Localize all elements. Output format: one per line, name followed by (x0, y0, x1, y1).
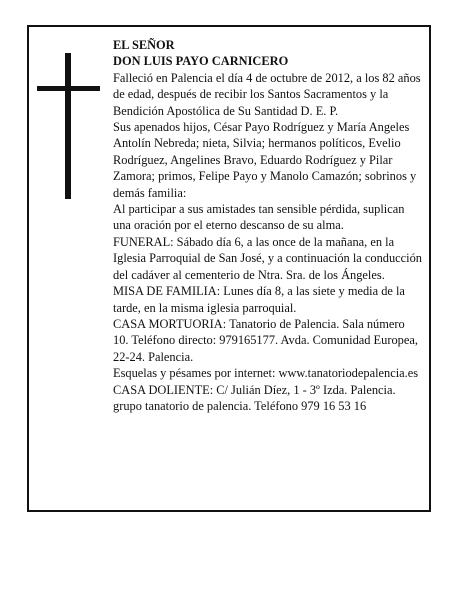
funeral-group-phone: grupo tanatorio de palencia. Teléfono 979 16 53 16 (113, 398, 367, 413)
prayer-request: Al participar a sus amistades tan sensible pérdida, suplican una oración por el eterno descanso de su alma. (113, 202, 405, 233)
death-announcement: Falleció en Palencia el día 4 de octubre de 2012, a los 82 años de edad, después de recibir los Santos Sacramentos y la Bendición Apostólica de Su Santidad D. E. P. (113, 70, 421, 118)
obituary-text (113, 37, 423, 414)
funeral-info: FUNERAL: Sábado día 6, a las once de la mañana, en la Iglesia Parroquial de San José, y a continuación la conducción del cadáver al cementerio de Ntra. Sra. de los Ángeles. (113, 234, 422, 282)
family-home-address: CASA DOLIENTE: C/ Julián Díez, 1 - 3º Izda. Palencia. (113, 382, 396, 397)
internet-condolences: Esquelas y pésames por internet: www.tanatoriodepalencia.es (113, 366, 419, 381)
family-list: Sus apenados hijos, César Payo Rodríguez y María Angeles Antolín Nebreda; nieta, Silvia; hermanos políticos, Evelio Rodríguez, Angelines Bravo, Eduardo Rodríguez y Pilar Zamora; primos, Felipe Payo y Manolo Camazón; sobrinos y demás familia: (113, 120, 417, 200)
deceased-name: DON LUIS PAYO CARNICERO (113, 54, 289, 69)
cross-icon (65, 53, 71, 199)
family-mass-info: MISA DE FAMILIA: Lunes día 8, a las siete y media de la tarde, en la misma iglesia parroquial. (113, 284, 405, 315)
funeral-home-info: CASA MORTUORIA: Tanatorio de Palencia. Sala número 10. Teléfono directo: 979165177. Avda. Comunidad Europea, 22-24. Palencia. (113, 316, 418, 364)
deceased-title: EL SEÑOR (113, 38, 175, 52)
cross-icon-bar (37, 86, 100, 91)
